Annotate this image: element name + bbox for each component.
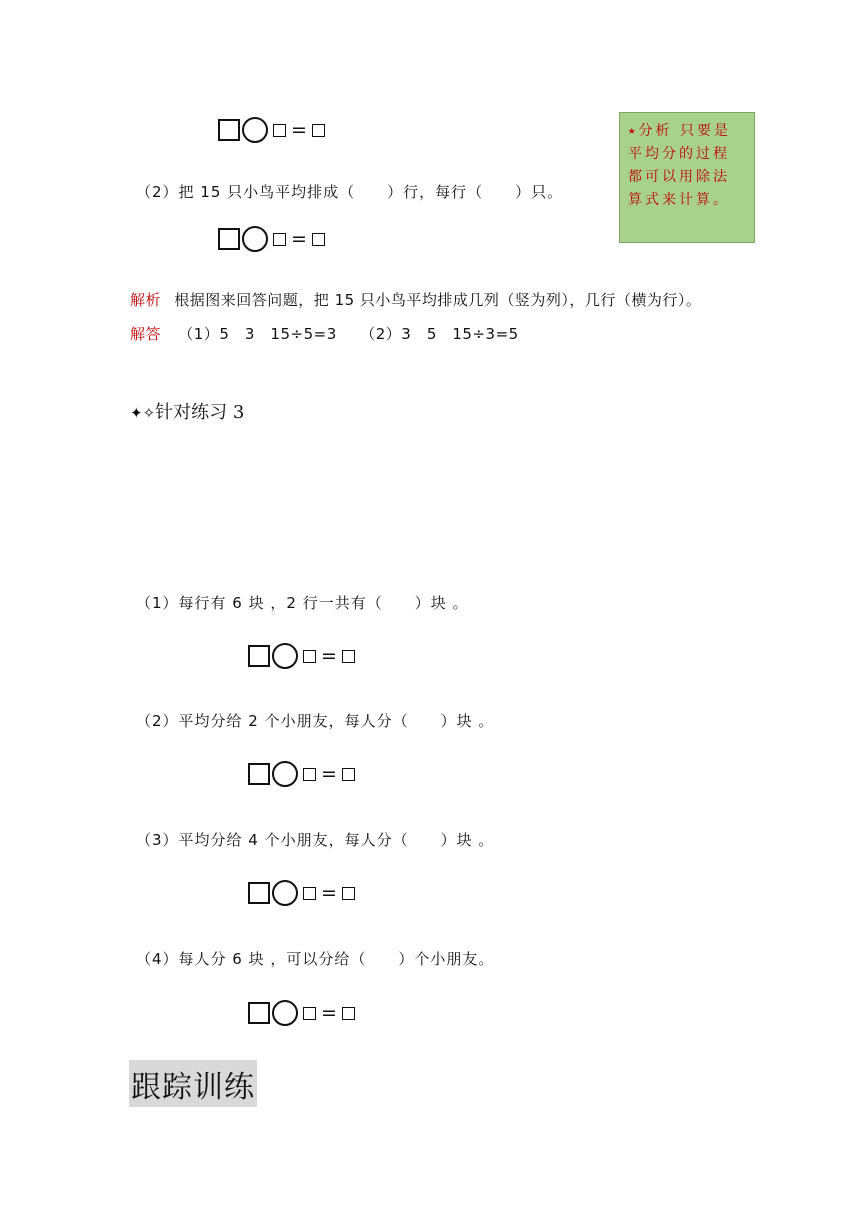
square-box-icon [248, 882, 270, 904]
question-2: （2）把 15 只小鸟平均排成（ ）行，每行（ ）只。 [136, 183, 564, 201]
small-square-box-icon [273, 233, 286, 246]
equals-sign: = [321, 1001, 337, 1024]
small-square-box-icon [312, 233, 325, 246]
answer-text: （1）5 3 15÷5=3 （2）3 5 15÷3=5 [178, 325, 519, 343]
small-square-box-icon [303, 650, 316, 663]
circle-operator-icon [272, 761, 298, 787]
analysis-line [130, 289, 701, 310]
practice-question-1: （1）每行有 6 块 ，2 行一共有（ ）块 。 [136, 594, 469, 612]
circle-operator-icon [272, 643, 298, 669]
small-square-box-icon [303, 887, 316, 900]
equals-sign: = [321, 881, 337, 904]
practice-title: 针对练习 3 [155, 402, 245, 423]
equals-sign: = [291, 227, 307, 250]
analysis-label: 解析 [130, 291, 162, 309]
small-square-box-icon [273, 124, 286, 137]
sparkle-icon: ✦✧ [130, 404, 156, 422]
equation-template [248, 760, 355, 788]
small-square-box-icon [303, 1007, 316, 1020]
small-square-box-icon [342, 768, 355, 781]
answer-line [130, 323, 519, 344]
small-square-box-icon [303, 768, 316, 781]
answer-label: 解答 [130, 325, 162, 343]
equation-template [218, 225, 325, 253]
practice-question-3: （3）平均分给 4 个小朋友，每人分（ ）块 。 [136, 831, 495, 849]
equation-template [218, 116, 325, 144]
circle-operator-icon [272, 1000, 298, 1026]
circle-operator-icon [242, 117, 268, 143]
square-box-icon [248, 645, 270, 667]
circle-operator-icon [272, 880, 298, 906]
analysis-note-box [619, 112, 755, 243]
analysis-text: 根据图来回答问题，把 15 只小鸟平均排成几列（竖为列），几行（横为行）。 [174, 291, 702, 309]
equals-sign: = [321, 762, 337, 785]
small-square-box-icon [342, 887, 355, 900]
small-square-box-icon [342, 650, 355, 663]
equation-template [248, 879, 355, 907]
small-square-box-icon [342, 1007, 355, 1020]
practice-heading [130, 398, 244, 424]
practice-question-4: （4）每人分 6 块 ，可以分给（ ）个小朋友。 [136, 950, 495, 968]
practice-question-2: （2）平均分给 2 个小朋友，每人分（ ）块 。 [136, 712, 495, 730]
equals-sign: = [291, 118, 307, 141]
equation-template [248, 999, 355, 1027]
equals-sign: = [321, 644, 337, 667]
square-box-icon [218, 119, 240, 141]
square-box-icon [248, 1002, 270, 1024]
square-box-icon [218, 228, 240, 250]
equation-template [248, 642, 355, 670]
tracking-training-heading: 跟踪训练 [129, 1060, 257, 1107]
note-text: ⭑分析 只要是平均分的过程都可以用除法算式来计算。 [628, 123, 732, 208]
circle-operator-icon [242, 226, 268, 252]
square-box-icon [248, 763, 270, 785]
small-square-box-icon [312, 124, 325, 137]
